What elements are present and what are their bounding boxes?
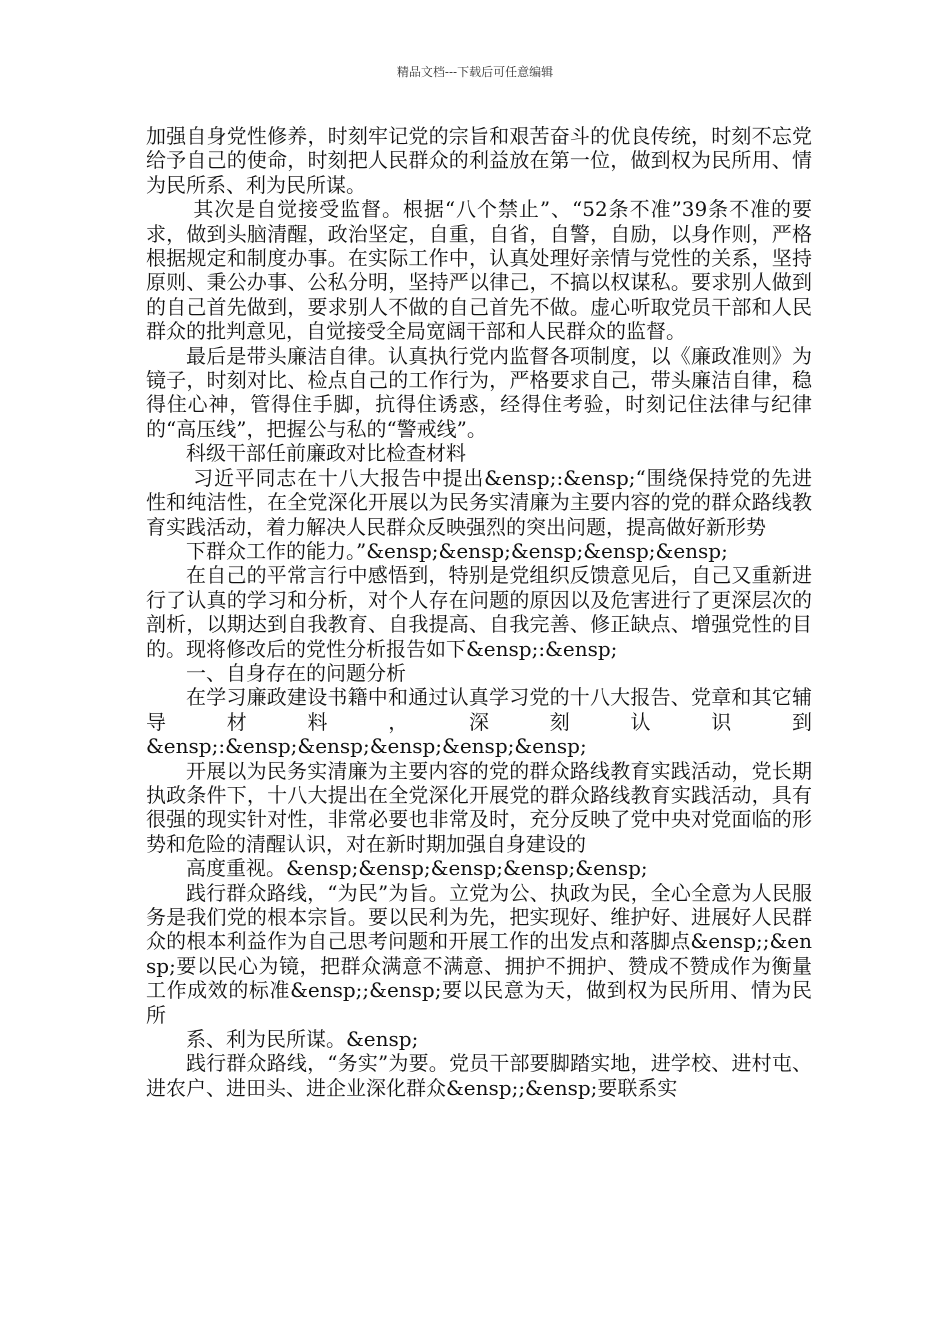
paragraph-4: 习近平同志在十八大报告中提出&ensp;:&ensp;“围绕保持党的先进性和纯洁性，在全党深化开展以为民务实清廉为主要内容的党的群众路线教育实践活动，着力解决人民群众反映强烈的突出问题，提高做好新形势 bbox=[146, 465, 812, 539]
paragraph-9: 高度重视。&ensp;&ensp;&ensp;&ensp;&ensp; bbox=[186, 856, 648, 881]
section-title: 科级干部任前廉政对比检查材料 bbox=[186, 441, 466, 466]
paragraph-12: 践行群众路线，“务实”为要。党员干部要脚踏实地，进学校、进村屯、进农户、进田头、进企业深化群众&ensp;;&ensp;要联系实 bbox=[146, 1051, 812, 1100]
paragraph-5: 下群众工作的能力。”&ensp;&ensp;&ensp;&ensp;&ensp; bbox=[186, 538, 728, 563]
paragraph-8: 开展以为民务实清廉为主要内容的党的群众路线教育实践活动，党长期执政条件下，十八大提出在全党深化开展党的群众路线教育实践活动，具有很强的现实针对性，非常必要也非常及时，充分反映了党中央对党面临的形势和危险的清醒认识，对在新时期加强自身建设的 bbox=[146, 758, 812, 856]
paragraph-6: 在自己的平常言行中感悟到，特别是党组织反馈意见后，自己又重新进行了认真的学习和分析，对个人存在问题的原因以及危害进行了更深层次的剖析，以期达到自我教育、自我提高、自我完善、修正缺点、增强党性的目的。现将修改后的党性分析报告如下&ensp;:&ensp; bbox=[146, 563, 812, 661]
paragraph-3: 最后是带头廉洁自律。认真执行党内监督各项制度，以《廉政准则》为镜子，时刻对比、检点自己的工作行为，严格要求自己，带头廉洁自律，稳得住心神，管得住手脚，抗得住诱惑，经得住考验，时刻记住法律与纪律的“高压线”，把握公与私的“警戒线”。 bbox=[146, 343, 812, 441]
paragraph-7-continued: &ensp;:&ensp;&ensp;&ensp;&ensp;&ensp; bbox=[146, 734, 587, 759]
paragraph-1: 加强自身党性修养，时刻牢记党的宗旨和艰苦奋斗的优良传统，时刻不忘党给予自己的使命，时刻把人民群众的利益放在第一位，做到权为民所用、情为民所系、利为民所谋。 bbox=[146, 124, 812, 197]
paragraph-11: 系、利为民所谋。&ensp; bbox=[186, 1027, 419, 1052]
document-body bbox=[146, 124, 812, 1100]
section-heading-1: 一、自身存在的问题分析 bbox=[186, 660, 406, 685]
paragraph-2: 其次是自觉接受监督。根据“八个禁止”、“52条不准”39条不准的要求，做到头脑清醒，政治坚定，自重，自省，自警，自励，以身作则，严格根据规定和制度办事。在实际工作中，认真处理好亲情与党性的关系，坚持原则、秉公办事、公私分明，坚持严以律己，不搞以权谋私。要求别人做到的自己首先做到，要求别人不做的自己首先不做。虚心听取党员干部和人民群众的批判意见，自觉接受全局宽阔干部和人民群众的监督。 bbox=[146, 197, 813, 344]
paragraph-7: 在学习廉政建设书籍中和通过认真学习党的十八大报告、党章和其它辅导材料，深刻认识到 bbox=[146, 685, 812, 734]
paragraph-10: 践行群众路线，“为民”为旨。立党为公、执政为民，全心全意为人民服务是我们党的根本宗旨。要以民利为先，把实现好、维护好、进展好人民群众的根本利益作为自己思考问题和开展工作的出发点和落脚点&ensp;;&ensp;要以民心为镜，把群众满意不满意、拥护不拥护、赞成不赞成作为衡量工作成效的标准&ensp;;&ensp;要以民意为天，做到权为民所用、情为民所 bbox=[146, 880, 812, 1027]
page-header: 精品文档---下载后可任意编辑 bbox=[396, 65, 554, 79]
